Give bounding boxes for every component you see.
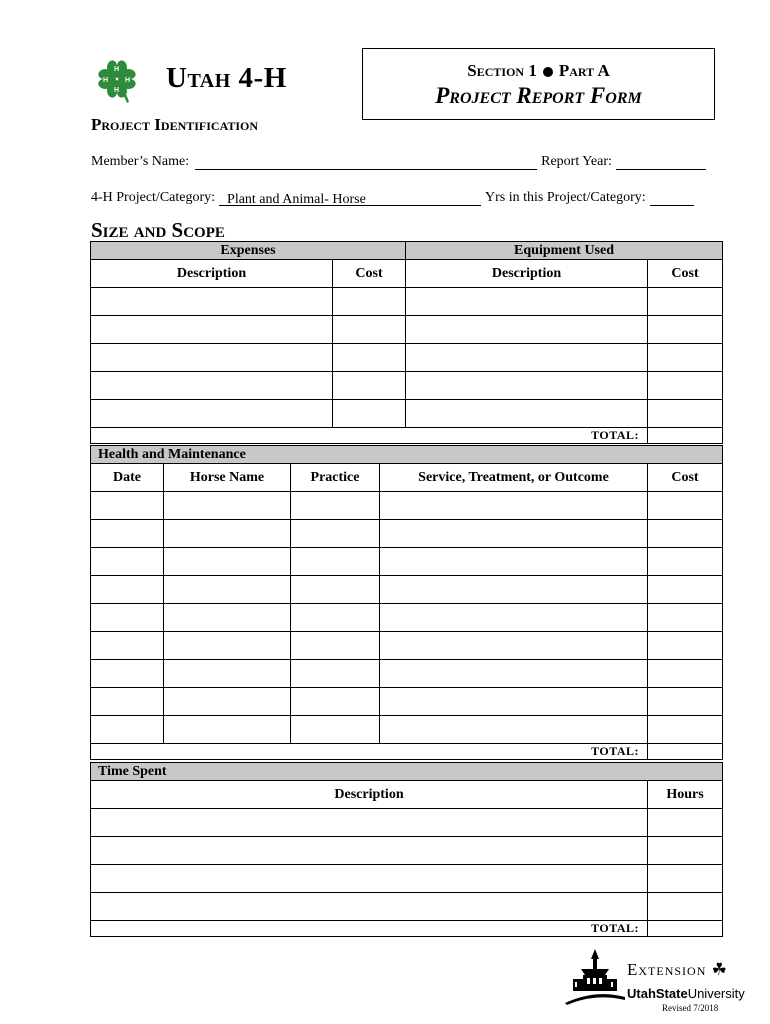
- expenses-cost-header: Cost: [333, 260, 406, 288]
- practice-cell[interactable]: [291, 716, 380, 744]
- cost-cell[interactable]: [648, 548, 723, 576]
- clover-icon: ☘: [711, 960, 728, 979]
- expense-description-cell[interactable]: [91, 344, 333, 372]
- report-year-field[interactable]: [616, 155, 706, 170]
- table-row: [91, 865, 723, 893]
- equipment-cost-cell[interactable]: [648, 400, 723, 428]
- cost-cell[interactable]: [648, 520, 723, 548]
- service-cell[interactable]: [380, 492, 648, 520]
- horse-name-cell[interactable]: [164, 492, 291, 520]
- service-cell[interactable]: [380, 604, 648, 632]
- expense-cost-cell[interactable]: [333, 288, 406, 316]
- date-cell[interactable]: [91, 492, 164, 520]
- equipment-total-field[interactable]: [648, 428, 723, 444]
- extension-text: Extension: [627, 960, 707, 979]
- hours-cell[interactable]: [648, 893, 723, 921]
- service-cell[interactable]: [380, 520, 648, 548]
- cost-cell[interactable]: [648, 492, 723, 520]
- horse-name-cell[interactable]: [164, 688, 291, 716]
- time-total-label: TOTAL:: [91, 921, 648, 937]
- service-cell[interactable]: [380, 576, 648, 604]
- service-cell[interactable]: [380, 660, 648, 688]
- table-row: [91, 372, 723, 400]
- table-row: [91, 344, 723, 372]
- section-label: Section 1: [467, 61, 537, 80]
- expense-cost-cell[interactable]: [333, 344, 406, 372]
- table-row: [91, 576, 723, 604]
- date-header: Date: [91, 464, 164, 492]
- date-cell[interactable]: [91, 576, 164, 604]
- usu-bold-text: UtahState: [627, 986, 688, 1001]
- project-identification-heading: Project Identification: [91, 115, 259, 134]
- equipment-total-label: TOTAL:: [91, 428, 648, 444]
- cost-cell[interactable]: [648, 688, 723, 716]
- table-row: [91, 400, 723, 428]
- table-row: [91, 660, 723, 688]
- date-cell[interactable]: [91, 604, 164, 632]
- svg-text:H: H: [114, 87, 120, 94]
- cost-cell[interactable]: [648, 632, 723, 660]
- table-row: [91, 520, 723, 548]
- svg-text:H: H: [114, 66, 120, 73]
- time-description-cell[interactable]: [91, 865, 648, 893]
- hours-header: Hours: [648, 781, 723, 809]
- service-cell[interactable]: [380, 688, 648, 716]
- cost-cell[interactable]: [648, 604, 723, 632]
- equipment-cost-cell[interactable]: [648, 344, 723, 372]
- date-cell[interactable]: [91, 660, 164, 688]
- table-row: [91, 837, 723, 865]
- equipment-description-cell[interactable]: [406, 316, 648, 344]
- cost-cell[interactable]: [648, 576, 723, 604]
- table-row: [91, 548, 723, 576]
- horse-name-cell[interactable]: [164, 548, 291, 576]
- expense-description-cell[interactable]: [91, 372, 333, 400]
- practice-cell[interactable]: [291, 548, 380, 576]
- table-row: [91, 288, 723, 316]
- part-label: Part A: [558, 61, 610, 80]
- table-row: [91, 716, 723, 744]
- service-cell[interactable]: [380, 632, 648, 660]
- cost-cell[interactable]: [648, 660, 723, 688]
- expenses-description-header: Description: [91, 260, 333, 288]
- hours-cell[interactable]: [648, 809, 723, 837]
- yrs-field[interactable]: [650, 191, 694, 206]
- practice-cell[interactable]: [291, 632, 380, 660]
- horse-name-cell[interactable]: [164, 604, 291, 632]
- health-maintenance-table: [90, 445, 723, 760]
- expenses-equipment-table: [90, 241, 723, 444]
- equipment-cost-header: Cost: [648, 260, 723, 288]
- practice-cell[interactable]: [291, 688, 380, 716]
- usu-wordmark: [627, 986, 745, 1001]
- date-cell[interactable]: [91, 548, 164, 576]
- health-total-label: TOTAL:: [91, 744, 648, 760]
- horse-name-cell[interactable]: [164, 716, 291, 744]
- form-title: Project Report Form: [435, 83, 642, 108]
- extension-wordmark: [627, 960, 728, 980]
- practice-cell[interactable]: [291, 576, 380, 604]
- member-name-field[interactable]: [195, 155, 537, 170]
- horse-name-cell[interactable]: [164, 632, 291, 660]
- category-row: [91, 190, 694, 206]
- equipment-cost-cell[interactable]: [648, 316, 723, 344]
- svg-text:H: H: [103, 77, 109, 84]
- size-and-scope-heading: Size and Scope: [91, 218, 225, 242]
- report-year-label: Report Year:: [541, 154, 612, 169]
- table-row: [91, 316, 723, 344]
- time-total-field[interactable]: [648, 921, 723, 937]
- expense-description-cell[interactable]: [91, 400, 333, 428]
- horse-name-cell[interactable]: [164, 520, 291, 548]
- time-spent-band: Time Spent: [91, 763, 723, 781]
- equipment-description-cell[interactable]: [406, 372, 648, 400]
- time-description-cell[interactable]: [91, 809, 648, 837]
- category-field[interactable]: Plant and Animal- Horse: [219, 192, 481, 206]
- time-description-cell[interactable]: [91, 893, 648, 921]
- time-spent-table: [90, 762, 723, 937]
- expense-description-cell[interactable]: [91, 288, 333, 316]
- practice-cell[interactable]: [291, 520, 380, 548]
- table-row: [91, 893, 723, 921]
- horse-name-cell[interactable]: [164, 576, 291, 604]
- section-line: [363, 61, 714, 81]
- expense-cost-cell[interactable]: [333, 316, 406, 344]
- equipment-description-cell[interactable]: [406, 288, 648, 316]
- program-title: Utah 4-H: [166, 62, 287, 94]
- horse-name-cell[interactable]: [164, 660, 291, 688]
- service-header: Service, Treatment, or Outcome: [380, 464, 648, 492]
- table-row: [91, 492, 723, 520]
- svg-text:H: H: [125, 77, 131, 84]
- equipment-description-header: Description: [406, 260, 648, 288]
- section-header-box: [362, 48, 715, 120]
- practice-cell[interactable]: [291, 492, 380, 520]
- member-name-row: [91, 154, 706, 170]
- table-row: [91, 604, 723, 632]
- table-row: [91, 809, 723, 837]
- cost-header: Cost: [648, 464, 723, 492]
- horse-name-header: Horse Name: [164, 464, 291, 492]
- practice-cell[interactable]: [291, 604, 380, 632]
- time-description-header: Description: [91, 781, 648, 809]
- 4h-clover-logo: [92, 54, 142, 104]
- table-row: [91, 632, 723, 660]
- expense-cost-cell[interactable]: [333, 372, 406, 400]
- service-cell[interactable]: [380, 716, 648, 744]
- expense-description-cell[interactable]: [91, 316, 333, 344]
- practice-cell[interactable]: [291, 660, 380, 688]
- yrs-label: Yrs in this Project/Category:: [485, 190, 646, 205]
- expenses-band: Expenses: [91, 242, 406, 260]
- cost-cell[interactable]: [648, 716, 723, 744]
- hours-cell[interactable]: [648, 837, 723, 865]
- category-label: 4-H Project/Category:: [91, 190, 216, 205]
- practice-header: Practice: [291, 464, 380, 492]
- health-maintenance-band: Health and Maintenance: [91, 446, 723, 464]
- time-description-cell[interactable]: [91, 837, 648, 865]
- expense-cost-cell[interactable]: [333, 400, 406, 428]
- equipment-cost-cell[interactable]: [648, 372, 723, 400]
- date-cell[interactable]: [91, 632, 164, 660]
- bullet-icon: [543, 67, 553, 77]
- equipment-description-cell[interactable]: [406, 400, 648, 428]
- equipment-band: Equipment Used: [406, 242, 723, 260]
- health-total-field[interactable]: [648, 744, 723, 760]
- date-cell[interactable]: [91, 688, 164, 716]
- table-row: [91, 688, 723, 716]
- hours-cell[interactable]: [648, 865, 723, 893]
- member-name-label: Member’s Name:: [91, 154, 190, 169]
- usu-regular-text: University: [687, 986, 745, 1001]
- date-cell[interactable]: [91, 520, 164, 548]
- date-cell[interactable]: [91, 716, 164, 744]
- service-cell[interactable]: [380, 548, 648, 576]
- revised-date: Revised 7/2018: [662, 1003, 719, 1013]
- equipment-description-cell[interactable]: [406, 344, 648, 372]
- equipment-cost-cell[interactable]: [648, 288, 723, 316]
